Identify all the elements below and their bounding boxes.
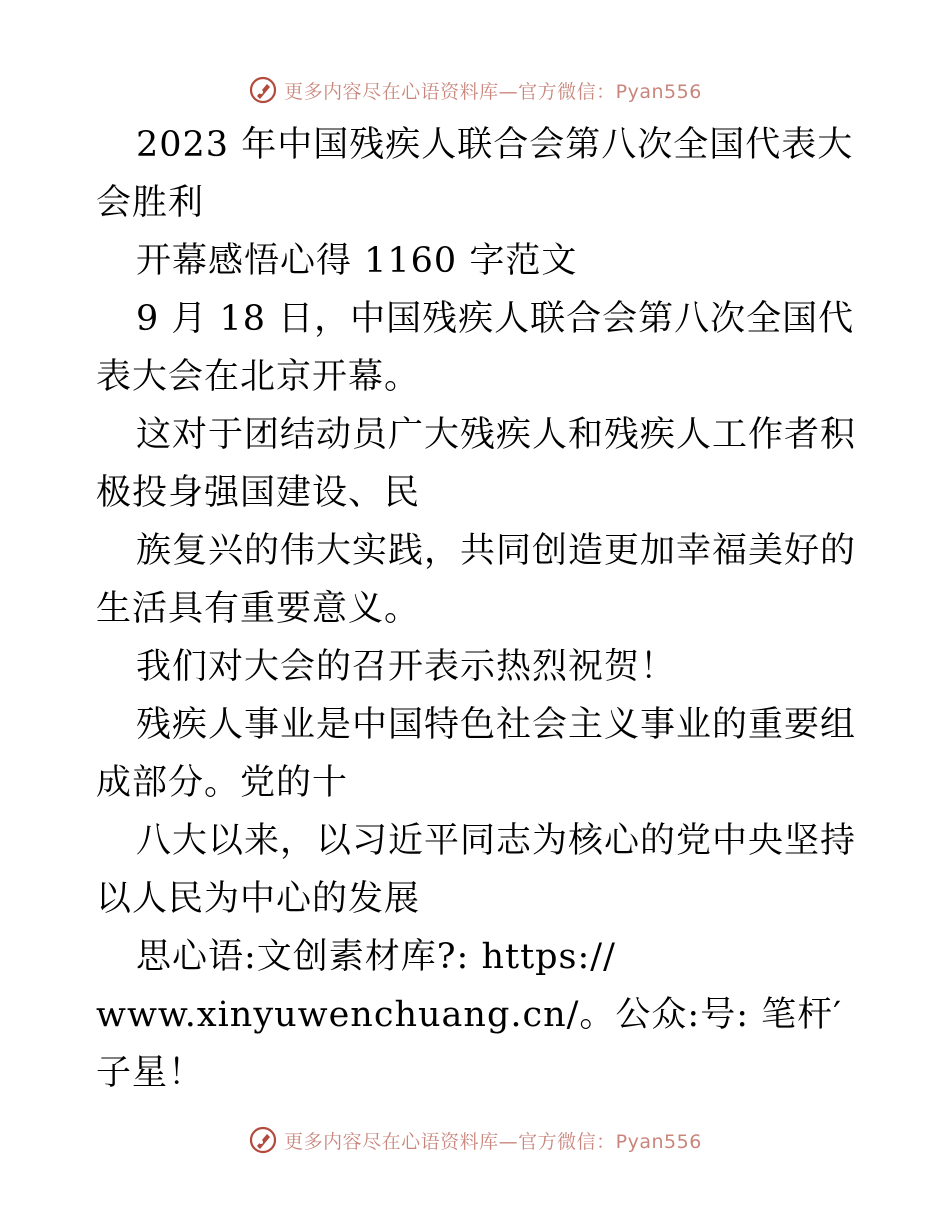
paragraph-significance-cont: 族复兴的伟大实践，共同创造更加幸福美好的生活具有重要意义。 [96, 531, 857, 629]
paragraph-significance: 这对于团结动员广大残疾人和残疾人工作者积极投身强国建设、民 [96, 415, 857, 513]
paragraph-congratulations: 我们对大会的召开表示热烈祝贺！ [136, 647, 677, 687]
pen-circle-logo-icon [248, 75, 278, 105]
paragraph-source-note: 思心语:文创素材库?: https:// [136, 937, 616, 977]
footer-watermark-text: 更多内容尽在心语资料库—官方微信：Pyan556 [284, 1130, 702, 1153]
footer-watermark-banner [0, 1122, 950, 1158]
header-watermark-text: 更多内容尽在心语资料库—官方微信：Pyan556 [284, 80, 702, 103]
document-body [96, 116, 866, 1102]
paragraph-cause-cont: 八大以来，以习近平同志为核心的党中央坚持以人民为中心的发展 [96, 821, 857, 919]
title-line-1: 2023 年中国残疾人联合会第八次全国代表大会胜利 [96, 125, 854, 223]
title-line-2: 开幕感悟心得 1160 字范文 [136, 241, 578, 281]
paragraph-opening: 9 月 18 日，中国残疾人联合会第八次全国代表大会在北京开幕。 [96, 299, 855, 397]
paragraph-source-url: www.xinyuwenchuang.cn/。公众:号: 笔杆′子星！ [96, 995, 843, 1093]
paragraph-cause: 残疾人事业是中国特色社会主义事业的重要组成部分。党的十 [96, 705, 857, 803]
header-watermark-banner [0, 72, 950, 108]
pen-circle-logo-icon [248, 1125, 278, 1155]
